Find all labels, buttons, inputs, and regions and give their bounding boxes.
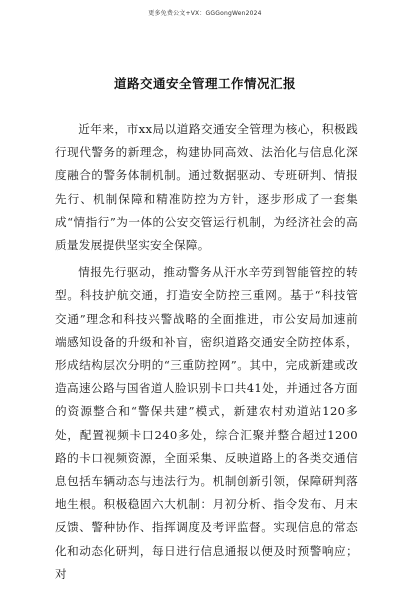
document-title: 道路交通安全管理工作情况汇报 <box>113 76 296 91</box>
document-body <box>55 118 358 590</box>
paragraph-2: 情报先行驱动，推动警务从汗水辛劳到智能管控的转型。科技护航交通，打造安全防控三重网。基于“科技管交通”理念和科技兴警战略的全面推进，市公安局加速前端感知设备的升级和补盲，密织道路交通安全防控体系，形成结构层次分明的“三重防控网”。其中，完成新建或改造高速公路与国省道人脸识别卡口共41处，并通过各方面的资源整合和“警保共建”模式，新建农村劝道站120多处，配置视频卡口240多处，综合汇聚并整合超过1200路的卡口视频资源，全面采集、反映道路上的各类交通信息包括车辆动态与违法行为。机制创新引领，保障研判落地生根。积极稳固六大机制：月初分析、指令发布、月末反馈、警种协作、指挥调度及考评监督。实现信息的常态化和动态化研判，每日进行信息通报以便及时预警响应；对 <box>55 265 358 581</box>
paragraph-1: 近年来，市xx局以道路交通安全管理为核心，积极践行现代警务的新理念，构建协同高效、法治化与信息化深度融合的警务体制机制。通过数据驱动、专班研判、情报先行、机制保障和精准防控为方针，逐步形成了一套集成“情指行”为一体的公安交管运行机制，为经济社会的高质量发展提供坚实安全保障。 <box>55 122 358 253</box>
header-note: 更多免费公文+VX：GGGongWen2024 <box>148 10 262 17</box>
